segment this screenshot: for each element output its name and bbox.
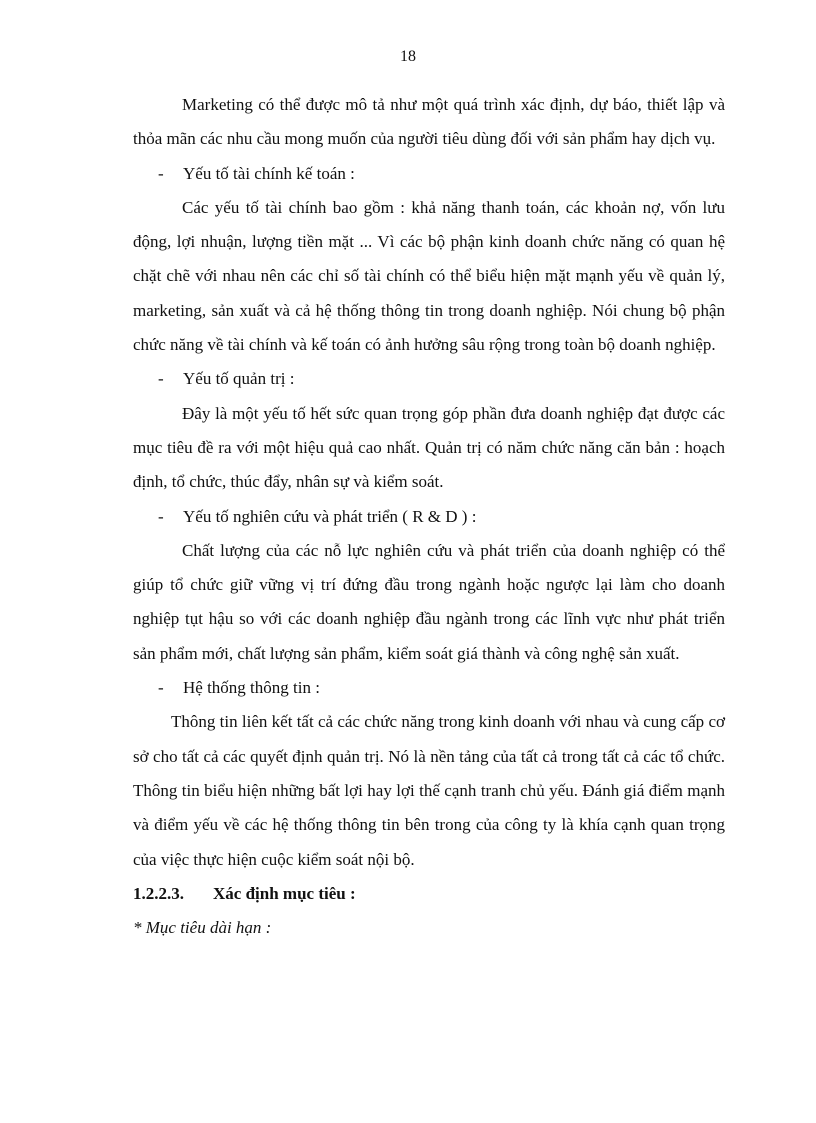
page-number: 18 — [400, 48, 416, 65]
bullet-label: Hệ thống thông tin : — [183, 678, 320, 698]
bullet-dash: - — [158, 506, 164, 526]
document-body — [133, 88, 725, 945]
paragraph-information-system: Thông tin liên kết tất cả các chức năng trong kinh doanh với nhau và cung cấp cơ sở cho tất cả các quyết định quản trị. Nó là nền tảng của tất cả trong tất cả các tổ chức. Thông tin biểu hiện những bất lợi hay lợi thế cạnh tranh chủ yếu. Đánh giá điểm mạnh và điểm yếu về các hệ thống thông tin bên trong của công ty là khía cạnh quan trọng của việc thực hiện cuộc kiểm soát nội bộ. — [133, 712, 725, 869]
paragraph-research-development: Chất lượng của các nỗ lực nghiên cứu và phát triển của doanh nghiệp có thể giúp tổ chức giữ vững vị trí đứng đầu trong ngành hoặc ngược lại làm cho doanh nghiệp tụt hậu so với các doanh nghiệp đầu ngành trong các lĩnh vực như phát triển sản phẩm mới, chất lượng sản phẩm, kiểm soát giá thành và công nghệ sản xuất. — [133, 540, 725, 663]
bullet-dash: - — [158, 678, 164, 698]
section-number: 1.2.2.3. — [133, 883, 184, 903]
bullet-label: Yếu tố quản trị : — [183, 369, 295, 389]
bullet-information-system — [133, 671, 725, 705]
bullet-research-development — [133, 500, 725, 534]
section-title: Xác định mục tiêu : — [213, 883, 356, 903]
paragraph-marketing: Marketing có thể được mô tả như một quá trình xác định, dự báo, thiết lập và thỏa mãn các nhu cầu mong muốn của người tiêu dùng đối với sản phẩm hay dịch vụ. — [133, 95, 725, 149]
section-heading — [133, 877, 725, 911]
bullet-dash: - — [158, 163, 164, 183]
bullet-dash: - — [158, 369, 164, 389]
sub-heading-long-term-goals: * Mục tiêu dài hạn : — [133, 918, 272, 938]
paragraph-finance: Các yếu tố tài chính bao gồm : khả năng thanh toán, các khoản nợ, vốn lưu động, lợi nhuận, lượng tiền mặt ... Vì các bộ phận kinh doanh chức năng có quan hệ chặt chẽ với nhau nên các chỉ số tài chính có thể biểu hiện mặt mạnh yếu về quản lý, marketing, sản xuất và cả hệ thống thông tin trong doanh nghiệp. Nói chung bộ phận chức năng về tài chính và kế toán có ảnh hưởng sâu rộng trong toàn bộ doanh nghiệp. — [133, 197, 725, 355]
paragraph-management: Đây là một yếu tố hết sức quan trọng góp phần đưa doanh nghiệp đạt được các mục tiêu đề ra với một hiệu quả cao nhất. Quản trị có năm chức năng căn bản : hoạch định, tổ chức, thúc đẩy, nhân sự và kiểm soát. — [133, 403, 725, 492]
bullet-label: Yếu tố nghiên cứu và phát triển ( R & D ) : — [183, 506, 477, 526]
bullet-label: Yếu tố tài chính kế toán : — [183, 163, 355, 183]
bullet-management — [133, 362, 725, 396]
bullet-finance-accounting — [133, 157, 725, 191]
